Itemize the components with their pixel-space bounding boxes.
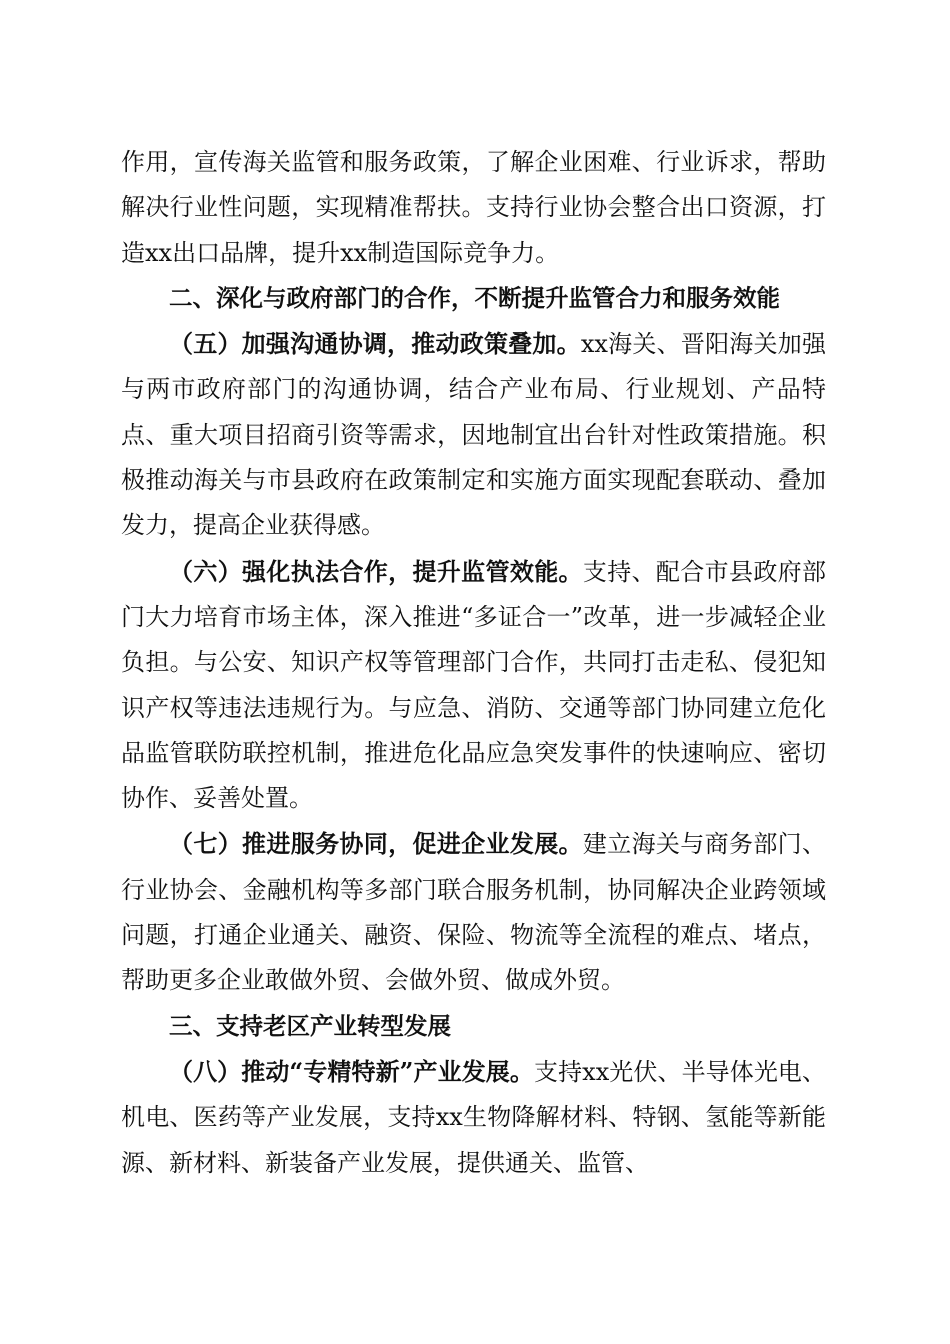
section-heading-three: 三、支持老区产业转型发展 [169, 1011, 451, 1040]
document-body [121, 140, 826, 1186]
paragraph-item-five [121, 321, 826, 548]
paragraph-continued [121, 140, 826, 276]
paragraph-lead: （六）强化执法合作，提升监管效能。 [169, 556, 583, 586]
paragraph-text: 建立海关与商务部门、行业协会、金融机构等多部门联合服务机制，协同解决企业跨领域问题，打通企业通关、融资、保险、物流等全流程的难点、堵点，帮助更多企业敢做外贸、会做外贸、做成外贸。 [121, 830, 827, 995]
paragraph-item-six [121, 549, 826, 822]
paragraph-lead: （七）推进服务协同，促进企业发展。 [169, 829, 583, 859]
paragraph-lead: （八）推动“专精特新”产业发展。 [169, 1056, 534, 1086]
paragraph-text: 支持xx光伏、半导体光电、机电、医药等产业发展，支持xx生物降解材料、特钢、氢能等新能源、新材料、新装备产业发展，提供通关、监管、 [121, 1057, 826, 1177]
paragraph-lead: （五）加强沟通协调，推动政策叠加。 [169, 329, 581, 359]
paragraph-text: 作用，宣传海关监管和服务政策，了解企业困难、行业诉求，帮助解决行业性问题，实现精准帮扶。支持行业协会整合出口资源，打造xx出口品牌，提升xx制造国际竞争力。 [121, 148, 826, 267]
paragraph-item-seven [121, 821, 826, 1003]
section-heading-two: 二、深化与政府部门的合作，不断提升监管合力和服务效能 [169, 283, 780, 312]
paragraph-text: 支持、配合市县政府部门大力培育市场主体，深入推进“多证合一”改革，进一步减轻企业负担。与公安、知识产权等管理部门合作，共同打击走私、侵犯知识产权等违法违规行为。与应急、消防、交通等部门协同建立危化品监管联防联控机制，推进危化品应急突发事件的快速响应、密切协作、妥善处置。 [121, 557, 827, 813]
paragraph-item-eight [121, 1049, 826, 1186]
paragraph-text: xx海关、晋阳海关加强与两市政府部门的沟通协调，结合产业布局、行业规划、产品特点、重大项目招商引资等需求，因地制宜出台针对性政策措施。积极推动海关与市县政府在政策制定和实施方面实现配套联动、叠加发力，提高企业获得感。 [121, 330, 826, 540]
